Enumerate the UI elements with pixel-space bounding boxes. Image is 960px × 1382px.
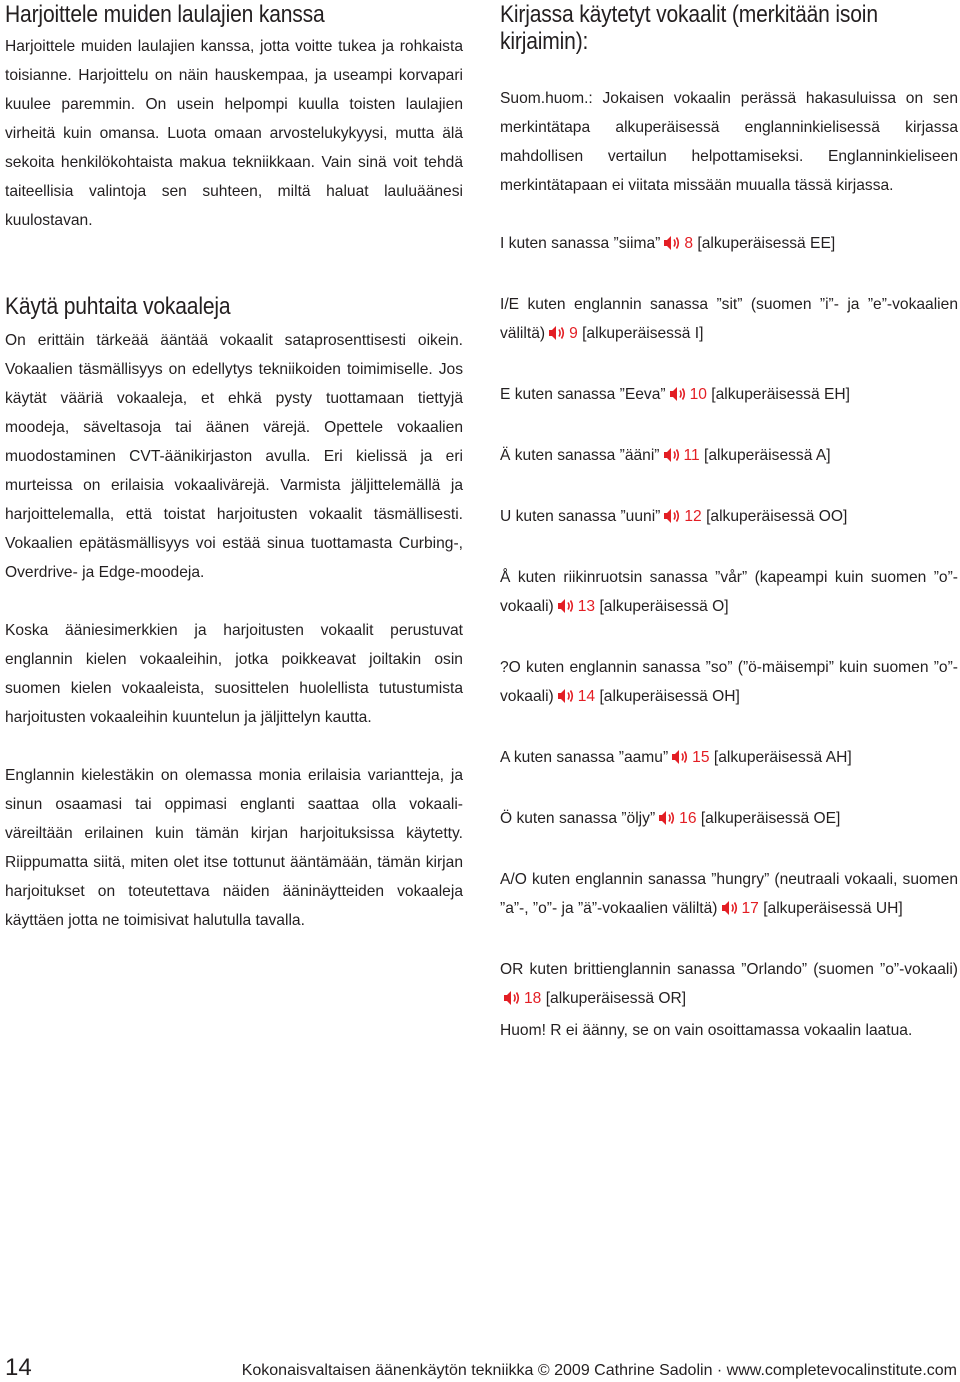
track-number[interactable]: 10: [689, 386, 707, 403]
heading-practice-with-others: Harjoittele muiden laulajien kanssa: [5, 1, 325, 28]
original-notation: [alkuperäisessä UH]: [763, 900, 903, 917]
speaker-icon[interactable]: [557, 595, 576, 624]
track-number[interactable]: 14: [577, 688, 596, 705]
original-notation: [alkuperäisessä O]: [599, 598, 729, 615]
vowel-description: A kuten sanassa ”aamu”: [500, 749, 669, 766]
vowel-description: Ä kuten sanassa ”ääni”: [500, 447, 660, 464]
left-column: [5, 0, 463, 935]
track-number[interactable]: 13: [577, 598, 596, 615]
original-notation: [alkuperäisessä OO]: [706, 508, 848, 525]
vowel-entry: [500, 380, 958, 412]
vowel-entry: [500, 502, 958, 534]
speaker-icon[interactable]: [663, 232, 682, 261]
original-notation: [alkuperäisessä OR]: [545, 990, 687, 1007]
vowel-entry: [500, 865, 958, 926]
track-number[interactable]: 15: [692, 749, 710, 766]
heading-vowels-used: Kirjassa käytetyt vokaalit (merkitään isoin kirjaimin):: [500, 1, 878, 55]
vowel-description: U kuten sanassa ”uuni”: [500, 508, 661, 525]
vowel-description: I kuten sanassa ”siima”: [500, 235, 661, 252]
heading-pure-vowels: Käytä puhtaita vokaaleja: [5, 293, 231, 320]
original-notation: [alkuperäisessä OH]: [599, 688, 740, 705]
speaker-icon[interactable]: [669, 383, 688, 412]
vowel-entry: [500, 441, 958, 473]
track-number[interactable]: 16: [679, 810, 697, 827]
right-column: [500, 0, 958, 1045]
track-number[interactable]: 8: [684, 235, 694, 252]
footer-credit: Kokonaisvaltaisen äänenkäytön tekniikka © 2009 Cathrine Sadolin · www.completevocalinstitute.com: [241, 1362, 957, 1379]
speaker-icon[interactable]: [721, 897, 740, 926]
vowel-description: Ö kuten sanassa ”öljy”: [500, 810, 656, 827]
original-notation: [alkuperäisessä I]: [582, 325, 704, 342]
paragraph-practice-with-others: Harjoittele muiden laulajien kanssa, jotta voitte tukea ja rohkaista toisianne. Harjoittelu on näin hauskempaa, ja useampi korvapari kuulee paremmin. On usein helpompi kuulla toisten laulajien virheitä kuin omansa. Luota omaan arvostelukykyysi, mutta älä sekoita henkilökohtaista makua tekniikkaan. Vain sinä voit tehdä taiteellisia valintoja sen suhteen, miltä haluat lauluäänesi kuulostavan.: [5, 38, 463, 229]
original-notation: [alkuperäisessä OE]: [700, 810, 841, 827]
vowel-description: A/O kuten englannin sanassa ”hungry” (neutraali vokaali, suomen ”a”-, ”o”- ja ”ä”-vokaalien väliltä): [500, 871, 958, 917]
speaker-icon[interactable]: [663, 505, 682, 534]
vowel-entry: [500, 955, 958, 1016]
vowel-description: Å kuten riikinruotsin sanassa ”vår” (kapeampi kuin suomen ”o”-vokaali): [500, 569, 958, 615]
vowel-description: OR kuten brittienglannin sanassa ”Orlando” (suomen ”o”-vokaali): [500, 961, 958, 978]
original-notation: [alkuperäisessä EH]: [711, 386, 850, 403]
track-number[interactable]: 9: [569, 325, 578, 342]
original-notation: [alkuperäisessä EE]: [697, 235, 836, 252]
paragraph-pure-vowels-3: Englannin kielestäkin on olemassa monia erilaisia variantteja, ja sinun osaamasi tai oppimasi englanti saattaa olla vokaaliväreiltään erilainen kuin tämän kirjan harjoituksissa käytetty. Riippumatta siitä, miten olet itse tottunut ääntämään, tämän kirjan harjoitukset on toteutettava näiden ääninäytteiden vokaaleja käyttäen jotta ne toimisivat halutulla tavalla.: [5, 767, 463, 929]
vowel-description: E kuten sanassa ”Eeva”: [500, 386, 666, 403]
speaker-icon[interactable]: [503, 987, 522, 1016]
track-number[interactable]: 11: [683, 447, 700, 464]
vowel-entry: [500, 229, 958, 261]
track-number[interactable]: 12: [684, 508, 702, 525]
speaker-icon[interactable]: [548, 322, 567, 351]
track-number[interactable]: 17: [741, 900, 759, 917]
final-note: Huom! R ei äänny, se on vain osoittamassa vokaalin laatua.: [500, 1022, 913, 1039]
vowel-description: I/E kuten englannin sanassa ”sit” (suomen ”i”- ja ”e”-vokaalien väliltä): [500, 296, 958, 342]
speaker-icon[interactable]: [671, 746, 690, 775]
translator-note: Suom.huom.: Jokaisen vokaalin perässä hakasuluissa on sen merkintätapa alkuperäisessä englanninkielisessä kirjassa mahdollisen vertailun helpottamiseksi. Englanninkieliseen merkintätapaan ei viitata missään muualla tässä kirjassa.: [500, 90, 958, 194]
speaker-icon[interactable]: [658, 807, 677, 836]
vowel-description: ?O kuten englannin sanassa ”so” (”ö-mäisempi” kuin suomen ”o”-vokaali): [500, 659, 958, 705]
paragraph-pure-vowels-2: Koska ääniesimerkkien ja harjoitusten vokaalit perustuvat englannin kielen vokaaleihin, jotka poikkeavat joiltakin osin suomen kielen vokaaleista, suosittelen huolellista tutustumista harjoitusten vokaaleihin kuuntelun ja jäljittelyn kautta.: [5, 622, 463, 726]
track-number[interactable]: 18: [524, 990, 542, 1007]
vowel-entry: [500, 653, 958, 714]
paragraph-pure-vowels-1: On erittäin tärkeää ääntää vokaalit sataprosenttisesti oikein. Vokaalien täsmällisyys on edellytys tekniikoiden toimimiselle. Jos käytät vääriä vokaaleja, et ehkä pysty tuottamaan tiettyjä moodeja, säveltasoja tai äänen värejä. Opettele vokaalien muodostaminen CVT-äänikirjaston avulla. Eri kielissä ja eri murteissa on erilaisia vokaalivärejä. Varmista jäljittelemällä ja harjoittelemalla, että toistat harjoitusten vokaalit täsmällisesti. Vokaalien epätäsmällisyys voi estää sinua tuottamasta Curbing-, Overdrive- ja Edge-moodeja.: [5, 332, 463, 581]
vowel-entry: [500, 290, 958, 351]
speaker-icon[interactable]: [557, 685, 576, 714]
original-notation: [alkuperäisessä AH]: [713, 749, 852, 766]
vowel-entry: [500, 743, 958, 775]
page-number: 14: [5, 1354, 32, 1381]
original-notation: [alkuperäisessä A]: [704, 447, 831, 464]
speaker-icon[interactable]: [663, 444, 682, 473]
vowel-list: [500, 229, 958, 1016]
vowel-entry: [500, 563, 958, 624]
vowel-entry: [500, 804, 958, 836]
